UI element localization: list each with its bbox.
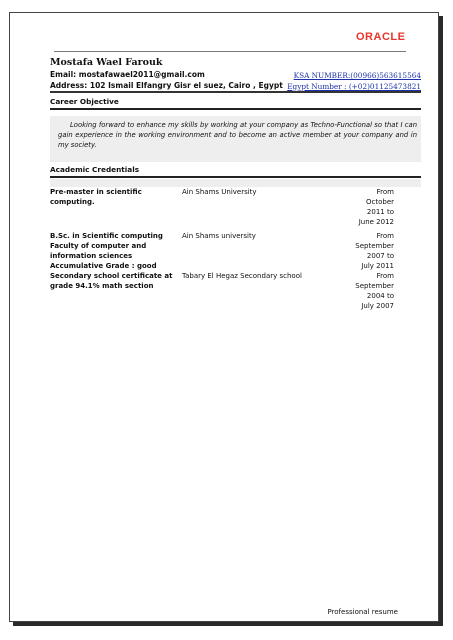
- date-line: From: [376, 272, 394, 280]
- degree-line: B.Sc. in Scientific computing: [50, 232, 163, 240]
- date-line: July 2011: [361, 262, 394, 270]
- credential-dates: [334, 187, 394, 227]
- degree-line: Faculty of computer and: [50, 242, 147, 250]
- oracle-logo: [356, 27, 406, 46]
- career-objective-text: [50, 116, 421, 162]
- oracle-logo-icon: [356, 30, 406, 42]
- address-line: Address: 102 Ismail Elfangry Gisr el suez, Cairo , Egypt: [50, 81, 283, 90]
- footer-label: Professional resume: [327, 608, 398, 616]
- date-line: From: [376, 232, 394, 240]
- credential-degree: [50, 271, 175, 291]
- career-objective-rule: [50, 108, 421, 110]
- academic-credentials-title: Academic Credentials: [50, 165, 140, 174]
- date-line: October: [365, 198, 394, 206]
- degree-line: information sciences: [50, 252, 133, 260]
- header-divider: [54, 51, 406, 52]
- academic-credentials-rule: [50, 176, 421, 178]
- credential-dates: [334, 231, 394, 271]
- date-line: July 2007: [361, 302, 394, 310]
- degree-line: grade 94.1% math section: [50, 282, 154, 290]
- date-line: 2004 to: [366, 292, 394, 300]
- career-objective-title: Career Objective: [50, 97, 119, 106]
- contact-rule: [50, 91, 421, 93]
- egypt-number-link[interactable]: Egypt Number : (+02)01125473821: [287, 82, 421, 91]
- date-line: 2007 to: [366, 252, 394, 260]
- date-line: September: [355, 282, 394, 290]
- email-line: Email: mostafawael2011@gmail.com: [50, 70, 205, 79]
- date-line: 2011 to: [366, 208, 394, 216]
- date-line: September: [355, 242, 394, 250]
- ksa-number-link[interactable]: KSA NUMBER:(00966)563615564: [293, 71, 421, 80]
- credential-institution: Tabary El Hegaz Secondary school: [182, 272, 302, 280]
- degree-line: computing.: [50, 198, 95, 206]
- credential-institution: Ain Shams University: [182, 188, 257, 196]
- degree-line: Secondary school certificate at: [50, 272, 173, 280]
- degree-line: Pre-master in scientific: [50, 188, 142, 196]
- candidate-name: Mostafa Wael Farouk: [50, 57, 163, 68]
- credential-institution: Ain Shams university: [182, 232, 256, 240]
- svg-text:ORACLE: ORACLE: [356, 31, 406, 42]
- resume-page: [9, 12, 439, 622]
- date-line: From: [376, 188, 394, 196]
- credential-degree: [50, 231, 175, 271]
- degree-line: Accumulative Grade : good: [50, 262, 157, 270]
- academic-credentials-band: [50, 179, 421, 187]
- credential-degree: [50, 187, 175, 207]
- date-line: June 2012: [358, 218, 394, 226]
- career-objective-body: Looking forward to enhance my skills by working at your company as Techno-Functional so that I can gain experience in the working environment and to become an active member at your company and in my society.: [58, 121, 417, 149]
- credential-dates: [334, 271, 394, 311]
